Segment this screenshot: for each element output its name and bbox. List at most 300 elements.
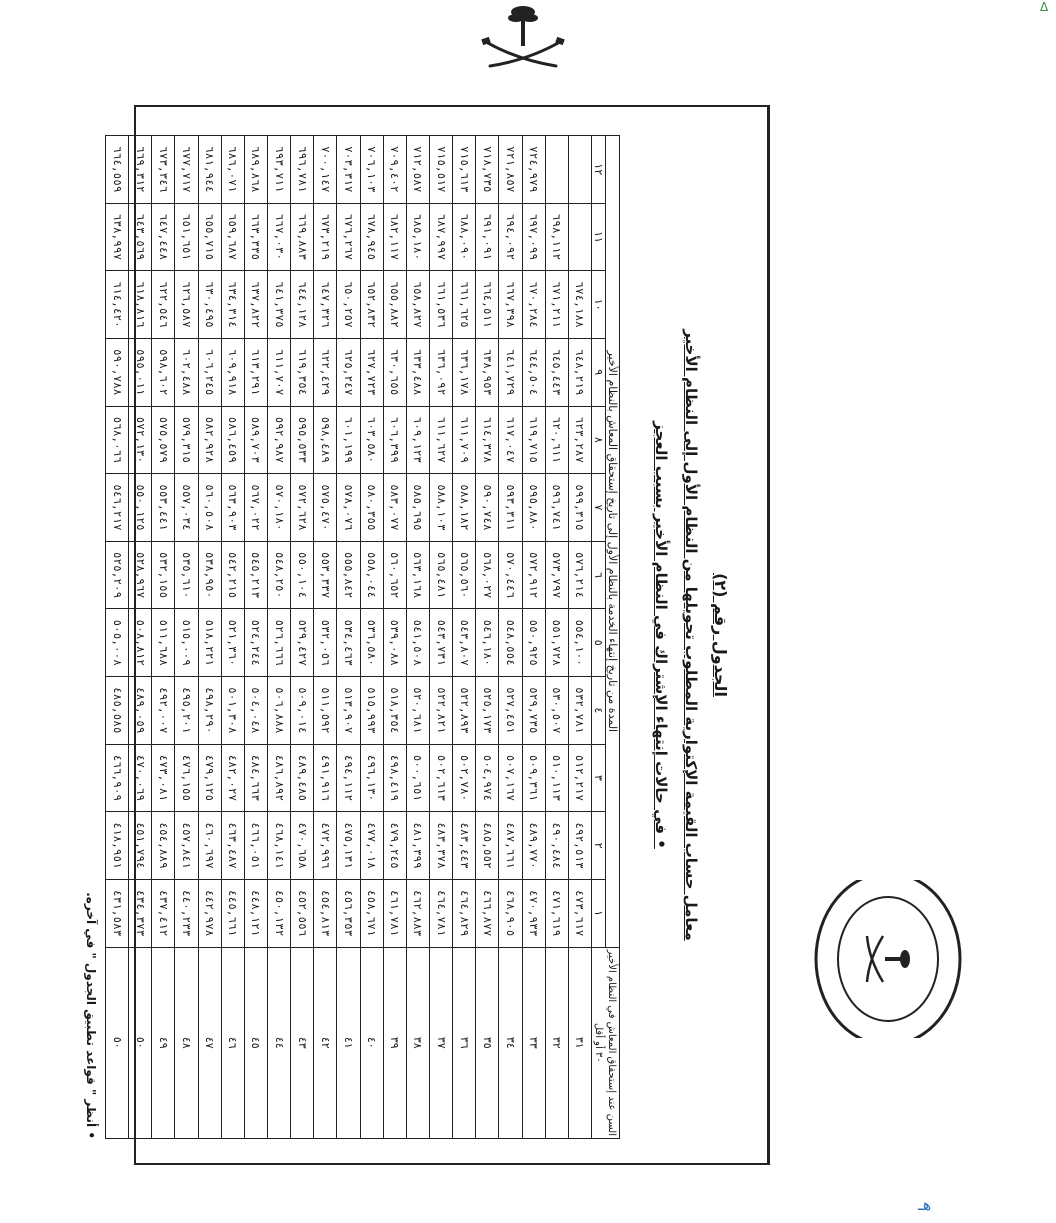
council-seal-stamp — [793, 880, 983, 1038]
value-cell: ٦٠٩,١٢٣ — [406, 406, 429, 474]
period-header: المدة من تاريخ إنتهاء الخدمة بالنظام الأول إلى تاريخ إستحقاق المعاش بالنظام الأخير — [606, 136, 620, 948]
value-cell: ٤٩٦,١٣٠ — [360, 744, 383, 812]
value-cell: ٥٤٢,٢١٥ — [221, 541, 244, 609]
value-cell: ٥٣٢,٧٨١ — [568, 677, 591, 745]
value-cell: ٦٩٤,٠٩٢ — [499, 203, 522, 271]
value-cell: ٥٥٣,٣٣٧ — [314, 541, 337, 609]
value-cell: ٤٥٠,١٣٢ — [268, 879, 291, 947]
value-cell: ٥٨٣,٠٧٧ — [383, 474, 406, 542]
value-cell: ٧١٨,٧٣٥ — [476, 136, 499, 204]
value-cell: ٤٨٢,٠٢٧ — [221, 744, 244, 812]
value-cell: ٥٥٣,٤٤١ — [152, 474, 175, 542]
table-row — [268, 136, 291, 1139]
value-cell: ٤١٨,٩٥١ — [106, 812, 129, 880]
value-cell: ٤٥١,٧٩٤ — [129, 812, 152, 880]
value-cell: ٥٤٦,٢١٧ — [106, 474, 129, 542]
age-cell: ٤٣ — [291, 947, 314, 1138]
value-cell: ٤٧٥,١٣١ — [337, 812, 360, 880]
value-cell: ٥١١,٥٩٢ — [314, 677, 337, 745]
corner-mark: Δ — [1040, 0, 1049, 14]
value-cell: ٥٤١,٥٠٨ — [406, 609, 429, 677]
value-cell: ٦٣٧,٨٢٢ — [244, 271, 267, 339]
age-cell: ٤٩ — [152, 947, 175, 1138]
column-number-header: ٢ — [592, 812, 606, 880]
value-cell: ٤٧٦,١٥٥ — [175, 744, 198, 812]
value-cell: ٤٣٤,٣٧٣ — [129, 879, 152, 947]
value-cell: ٦٦٧,٣٩٨ — [499, 271, 522, 339]
value-cell: ٦١٩,٣٥٤ — [291, 338, 314, 406]
value-cell: ٦٠٦,٣٩٩ — [383, 406, 406, 474]
value-cell: ٥٠٩,٠١٤ — [291, 677, 314, 745]
value-cell: ٦١٤,٣٧٨ — [476, 406, 499, 474]
table-row — [129, 136, 152, 1139]
value-cell: ٦٣٦,٠٩٢ — [430, 338, 453, 406]
value-cell: ٥٩٨,٦٠٢ — [152, 338, 175, 406]
value-cell: ٦٤٥,٤٤٣ — [545, 338, 568, 406]
value-cell: ٥٧٠,١٨٠ — [268, 474, 291, 542]
value-cell: ٦٧١,٢١١ — [545, 271, 568, 339]
value-cell: ٦٨٢,١١٧ — [383, 203, 406, 271]
value-cell: ٦٦٧,٠٣٠ — [268, 203, 291, 271]
value-cell: ٥١٢,٢١٧ — [568, 744, 591, 812]
column-number-header: ١ — [592, 879, 606, 947]
age-column-header — [592, 947, 620, 1138]
value-cell: ٤٩٢,٠٠٧ — [152, 677, 175, 745]
value-cell: ٧٠٣,٣١٧ — [337, 136, 360, 204]
value-cell: ٥٠٦,٨٨٨ — [268, 677, 291, 745]
value-cell: ٦٣٠,٦٥٥ — [383, 338, 406, 406]
column-number-header: ٥ — [592, 609, 606, 677]
age-cell: ٣٩ — [383, 947, 406, 1138]
value-cell: ٥٣٠,٥٠٧ — [545, 677, 568, 745]
value-cell: ٤٥٨,٦٧١ — [360, 879, 383, 947]
age-header-sub: ٣٠ أو أقل — [593, 1022, 605, 1063]
value-cell: ٧٠٦,١٠٣ — [360, 136, 383, 204]
value-cell: ٤٨٥,٥٨٥ — [106, 677, 129, 745]
value-cell: ٦٢٢,٥٤٦ — [152, 271, 175, 339]
column-number-header: ١٢ — [592, 136, 606, 204]
table-row — [221, 136, 244, 1139]
value-cell: ٥٢٩,٧٣٥ — [522, 677, 545, 745]
value-cell: ٤٧٧,٠١٨ — [360, 812, 383, 880]
table-row — [106, 136, 129, 1139]
value-cell: ٦١١,٦٢٧ — [430, 406, 453, 474]
value-cell: ٥٣٢,٠٥٦ — [314, 609, 337, 677]
value-cell: ٥٤٦,١٨٠ — [476, 609, 499, 677]
value-cell: ٦١١,٧٠٧ — [268, 338, 291, 406]
value-cell: ٦٢٧,٧٢٣ — [360, 338, 383, 406]
value-cell: ٥١٠,١١٣ — [545, 744, 568, 812]
value-cell: ٤٧٠,٠٦٩ — [129, 744, 152, 812]
age-cell: ٣٨ — [406, 947, 429, 1138]
value-cell: ٥٦٧,٠٢٢ — [244, 474, 267, 542]
age-cell: ٣٥ — [476, 947, 499, 1138]
value-cell: ٤٨٣,٣٧٨ — [430, 812, 453, 880]
table-row — [453, 136, 476, 1139]
value-cell: ٦٤١,٣٧٥ — [268, 271, 291, 339]
value-cell: ٦٠٢,٤٨٨ — [175, 338, 198, 406]
value-cell: ٦٨٨,٠٩٠ — [453, 203, 476, 271]
value-cell: ٤٨٥,٥٥٢ — [476, 812, 499, 880]
table-body — [106, 136, 592, 1139]
value-cell: ٤٦٣,٤٨٧ — [221, 812, 244, 880]
value-cell: ٤٦٨,٩٠٥ — [499, 879, 522, 947]
value-cell: ٥٩٥,٨٨٠ — [522, 474, 545, 542]
value-cell: ٦٢٣,٢٨٧ — [568, 406, 591, 474]
value-cell: ٥٩٢,٩٨٧ — [268, 406, 291, 474]
palm-swords-emblem — [478, 0, 568, 80]
table-title-line1: معامل حساب القيمة الإكتوارية المطلوب تحويلها من النظام الأول إلى النظام الأخير — [682, 329, 700, 941]
value-cell: ٥٢٩,٤٢٧ — [291, 609, 314, 677]
value-cell: ٥٦٥,٥٦٠ — [453, 541, 476, 609]
value-cell: ٤٧٩,١٢٥ — [198, 744, 221, 812]
column-number-header: ٨ — [592, 406, 606, 474]
value-cell: ٥٨٨,١٠٣ — [430, 474, 453, 542]
age-cell: ٣٣ — [522, 947, 545, 1138]
age-cell: ٤٨ — [175, 947, 198, 1138]
table-row — [314, 136, 337, 1139]
value-cell: ٦٨٥,١٨٠ — [406, 203, 429, 271]
value-cell: ٦٨٩,٨٦٨ — [244, 136, 267, 204]
age-cell: ٣٦ — [453, 947, 476, 1138]
value-cell: ٦٥٢,٨٣٢ — [360, 271, 383, 339]
value-cell: ٤٥٦,٣٥٣ — [337, 879, 360, 947]
value-cell: ٤٨٩,٤٨٥ — [291, 744, 314, 812]
value-cell: ٥٣٨,٩٥٠ — [198, 541, 221, 609]
value-cell: ٦٦١,٦٢٥ — [453, 271, 476, 339]
value-cell: ٦٢٦,٥٨٧ — [175, 271, 198, 339]
column-number-header: ٣ — [592, 744, 606, 812]
value-cell: ٥٧٢,٩١٢ — [522, 541, 545, 609]
coefficients-table — [105, 135, 620, 1139]
value-cell: ٦٧٤,١٨٨ — [568, 271, 591, 339]
value-cell: ٤٨١,٣٩٩ — [406, 812, 429, 880]
age-cell: ٥٠ — [106, 947, 129, 1138]
value-cell: ٤٥٢,٥٥٦ — [291, 879, 314, 947]
value-cell: ٦٧٦,٢٦٧ — [337, 203, 360, 271]
age-cell: ٣١ — [568, 947, 591, 1138]
value-cell: ٤٧٢,٩٩٦ — [314, 812, 337, 880]
value-cell: ٤٦١,٧٨١ — [383, 879, 406, 947]
table-number-heading: الجدول رقم (٢) — [711, 573, 730, 697]
value-cell: ٥٧٨,٠٧٦ — [337, 474, 360, 542]
table-row — [522, 136, 545, 1139]
age-cell: ٤٠ — [360, 947, 383, 1138]
table-title-line2: في حالات إنتهاء الإشتراك في النظام الأخير بسبب العجز • — [652, 421, 670, 849]
value-cell: ٥٩٥,٥٣٣ — [291, 406, 314, 474]
value-cell: ٤٥٤,٨٨٩ — [152, 812, 175, 880]
value-cell: ٦٣٨,٩٥٣ — [476, 338, 499, 406]
value-cell: ٦٧٧,٧١٧ — [175, 136, 198, 204]
value-cell — [545, 136, 568, 204]
value-cell: ٤٧٣,٠٨١ — [152, 744, 175, 812]
value-cell: ٥٧٣,٧٩٧ — [545, 541, 568, 609]
value-cell — [568, 136, 591, 204]
value-cell: ٥٥٠,١٢٥ — [129, 474, 152, 542]
value-cell: ٥٧٢,٦٢٨ — [291, 474, 314, 542]
value-cell: ٤٥٧,٨٤١ — [175, 812, 198, 880]
value-cell: ٤٩١,٩١٦ — [314, 744, 337, 812]
column-number-header: ١٠ — [592, 271, 606, 339]
table-row — [430, 136, 453, 1139]
value-cell: ٤٦٤,٨٢٩ — [453, 879, 476, 947]
column-number-header: ٩ — [592, 338, 606, 406]
page-mark: هـ — [918, 1195, 932, 1214]
value-cell: ٥٦٨,٠٦٦ — [106, 406, 129, 474]
table-row — [568, 136, 591, 1139]
value-cell: ٥٢٥,١٧٣ — [476, 677, 499, 745]
value-cell: ٦٥٥,٧١٥ — [198, 203, 221, 271]
table-row — [175, 136, 198, 1139]
value-cell: ٥٩٣,٣١١ — [499, 474, 522, 542]
value-cell: ٦١١,٧٠٩ — [453, 406, 476, 474]
table-row — [383, 136, 406, 1139]
table-row — [337, 136, 360, 1139]
age-cell: ٤٧ — [198, 947, 221, 1138]
column-number-header: ٧ — [592, 474, 606, 542]
value-cell: ٥١٥,٩٩٣ — [360, 677, 383, 745]
footnote: • أنظر " قواعد تطبيق الجدول " في آخره. — [84, 892, 98, 1139]
value-cell: ٦٤٧,٤٤٨ — [152, 203, 175, 271]
value-cell: ٦١٨,٨١٦ — [129, 271, 152, 339]
value-cell: ٥٢٢,٨٩٣ — [453, 677, 476, 745]
value-cell: ٦٣٦,١٧٨ — [453, 338, 476, 406]
value-cell: ٥٣٥,٦١٠ — [175, 541, 198, 609]
age-cell: ٤٢ — [314, 947, 337, 1138]
value-cell: ٦٥٩,٦٨٧ — [221, 203, 244, 271]
value-cell: ٥٦٥,٤٨١ — [430, 541, 453, 609]
value-cell: ٥٢٤,٢٤٤ — [244, 609, 267, 677]
value-cell: ٥٩٠,٧٤٨ — [476, 474, 499, 542]
value-cell: ٥٢٦,٦٦٦ — [268, 609, 291, 677]
value-cell: ٥٠٥,٠٠٨ — [106, 609, 129, 677]
value-cell: ٥٨٩,٧٠٣ — [244, 406, 267, 474]
value-cell: ٥٠١,٣٠٨ — [221, 677, 244, 745]
value-cell: ٤٨٦,٨٩٢ — [268, 744, 291, 812]
value-cell: ٥٤٣,٨٠٧ — [453, 609, 476, 677]
value-cell: ٥١٨,٣٥٤ — [383, 677, 406, 745]
table-row — [152, 136, 175, 1139]
value-cell: ٦٩٧,٠٩٩ — [522, 203, 545, 271]
value-cell — [568, 203, 591, 271]
value-cell: ٦٣٤,٣١٤ — [221, 271, 244, 339]
value-cell: ٥٨٠,٣٥٥ — [360, 474, 383, 542]
value-cell: ٥٥٨,٠٤٤ — [360, 541, 383, 609]
value-cell: ٥٠٧,١٦٧ — [499, 744, 522, 812]
value-cell: ٦٦٩,٨٨٣ — [291, 203, 314, 271]
value-cell: ٤٦٠,٦٩٧ — [198, 812, 221, 880]
value-cell: ٥٥٤,١٠٠ — [568, 609, 591, 677]
value-cell: ٤٥٤,٨١٣ — [314, 879, 337, 947]
value-cell: ٦٥٥,٨٨٢ — [383, 271, 406, 339]
value-cell: ٥١١,٦٨٨ — [152, 609, 175, 677]
value-cell: ٤٣١,٥٨٣ — [106, 879, 129, 947]
value-cell: ٥٥٥,٨٤٢ — [337, 541, 360, 609]
value-cell: ٦٨٧,٩٩٧ — [430, 203, 453, 271]
value-cell: ٦٢٠,٦١١ — [545, 406, 568, 474]
value-cell: ٦٣٠,٤٩٥ — [198, 271, 221, 339]
table-row — [476, 136, 499, 1139]
value-cell: ٤٨٧,٦٦١ — [499, 812, 522, 880]
value-cell: ٥٧٢,١٣٠ — [129, 406, 152, 474]
value-cell: ٦٢٥,٢٤٧ — [337, 338, 360, 406]
value-cell: ٦٤٤,٥٠٤ — [522, 338, 545, 406]
value-cell: ٦١٧,٠٤٧ — [499, 406, 522, 474]
value-cell: ٦٤٨,٢١٩ — [568, 338, 591, 406]
value-cell: ٥٧٥,٤٧٠ — [314, 474, 337, 542]
value-cell: ٦٥٨,٨٢٧ — [406, 271, 429, 339]
value-cell: ٥٥٠,٩٢٥ — [522, 609, 545, 677]
value-cell: ٦٤٤,١٢٨ — [291, 271, 314, 339]
value-cell: ٥٨٥,٦٩٥ — [406, 474, 429, 542]
value-cell: ٥٣٩,٠٨٨ — [383, 609, 406, 677]
value-cell: ٥٢٧,٤٥١ — [499, 677, 522, 745]
table-row — [198, 136, 221, 1139]
value-cell: ٥٩٠,٧٨٨ — [106, 338, 129, 406]
value-cell: ٥٢٢,٨٢١ — [430, 677, 453, 745]
value-cell: ٦٦١,٥٣٦ — [430, 271, 453, 339]
age-cell: ٣٢ — [545, 947, 568, 1138]
value-cell: ٧٢١,٨٥٧ — [499, 136, 522, 204]
value-cell: ٧١٥,٦١٣ — [453, 136, 476, 204]
value-cell: ٦٠٩,٩١٨ — [221, 338, 244, 406]
table-row — [244, 136, 267, 1139]
column-number-header: ١١ — [592, 203, 606, 271]
value-cell: ٥٦٣,١٦٨ — [406, 541, 429, 609]
value-cell: ٤٦٢,٨٨٣ — [406, 879, 429, 947]
value-cell: ٥٧٥,٥٧٩ — [152, 406, 175, 474]
table-row — [360, 136, 383, 1139]
value-cell: ٦٥٠,٢٥٧ — [337, 271, 360, 339]
value-cell: ٥١٣,٩٠٧ — [337, 677, 360, 745]
value-cell: ٥٣٤,٤٦٣ — [337, 609, 360, 677]
value-cell: ٤٩٢,٥١٣ — [568, 812, 591, 880]
value-cell: ٤٤٠,٢٣٣ — [175, 879, 198, 947]
table-row — [499, 136, 522, 1139]
value-cell: ٥٥٠,١٠٤ — [291, 541, 314, 609]
value-cell: ٤٣٧,٤١٢ — [152, 879, 175, 947]
value-cell: ٤٨٣,٤٤٣ — [453, 812, 476, 880]
value-cell: ٤٧٠,٦٥٨ — [291, 812, 314, 880]
value-cell: ٥٥٧,٠٣٤ — [175, 474, 198, 542]
value-cell: ٥٠٤,٩٧٤ — [476, 744, 499, 812]
value-cell: ٦٥١,٦٥١ — [175, 203, 198, 271]
value-cell: ٦٣٨,٩٩٧ — [106, 203, 129, 271]
value-cell: ٤٧٣,٦١٧ — [568, 879, 591, 947]
value-cell: ٤٩٨,٤١٩ — [383, 744, 406, 812]
value-cell: ٥٨٦,٤٥٩ — [221, 406, 244, 474]
value-cell: ٥٤٣,٧٣١ — [430, 609, 453, 677]
value-cell: ٥٢٠,٦٨١ — [406, 677, 429, 745]
rotated-document — [76, 105, 770, 1165]
table-row — [545, 136, 568, 1139]
value-cell: ٤٨٩,٧٧٠ — [522, 812, 545, 880]
value-cell: ٤٦٦,٨٧٧ — [476, 879, 499, 947]
column-number-header: ٦ — [592, 541, 606, 609]
value-cell: ٥٢٨,٩٦٧ — [129, 541, 152, 609]
value-cell: ٥٧٦,٢١٤ — [568, 541, 591, 609]
value-cell: ٦٦٩,٣١٢ — [129, 136, 152, 204]
value-cell: ٧١٥,٥١٧ — [430, 136, 453, 204]
value-cell: ٤٦٦,٩٠٩ — [106, 744, 129, 812]
value-cell: ٦١٤,٤٢٠ — [106, 271, 129, 339]
value-cell: ٦٩١,٠٩١ — [476, 203, 499, 271]
age-cell: ٤١ — [337, 947, 360, 1138]
table-row — [291, 136, 314, 1139]
value-cell: ٤٦٤,٧٨١ — [430, 879, 453, 947]
value-cell: ٥٣٢,١٥٥ — [152, 541, 175, 609]
value-cell: ٤٩٠,٤٨٤ — [545, 812, 568, 880]
value-cell: ٧٠٩,٤٠٢ — [383, 136, 406, 204]
value-cell: ٤٧١,٦١٩ — [545, 879, 568, 947]
value-cell: ٤٧٠,٩٣٣ — [522, 879, 545, 947]
value-cell: ٦٣٣,٤٨٨ — [406, 338, 429, 406]
value-cell: ٤٨٩,٠٥٩ — [129, 677, 152, 745]
value-cell: ٥٨٢,٩٢٨ — [198, 406, 221, 474]
value-cell: ٤٨٤,٦٦٣ — [244, 744, 267, 812]
value-cell: ٥١٨,٢٢١ — [198, 609, 221, 677]
value-cell: ٦٧٠,٢٨٤ — [522, 271, 545, 339]
value-cell: ٥٠٤,٠٤٨ — [244, 677, 267, 745]
value-cell: ٥٠٩,٣٦١ — [522, 744, 545, 812]
value-cell: ٦١٩,٧١٥ — [522, 406, 545, 474]
value-cell: ٦٢٢,٤٢٩ — [314, 338, 337, 406]
value-cell: ٦٠٣,٥٨٠ — [360, 406, 383, 474]
value-cell: ٥٦٨,٠٢٧ — [476, 541, 499, 609]
value-cell: ٥٦٣,٩٠٣ — [221, 474, 244, 542]
value-cell: ٦٠١,١٩٩ — [337, 406, 360, 474]
value-cell: ٦٤٣,٥٦٩ — [129, 203, 152, 271]
value-cell: ٦٤٧,٣٢٦ — [314, 271, 337, 339]
value-cell: ٤٧٩,٢٤٥ — [383, 812, 406, 880]
value-cell: ٥٦٠,٥٠٨ — [198, 474, 221, 542]
title-block — [640, 105, 770, 1165]
value-cell: ٦٨١,٩٤٤ — [198, 136, 221, 204]
value-cell: ٥٧٠,٤٤٦ — [499, 541, 522, 609]
value-cell: ٥١٥,٠٠٩ — [175, 609, 198, 677]
value-cell: ٤٦٦,٠٥١ — [244, 812, 267, 880]
value-cell: ٥٦٠,٦٥٢ — [383, 541, 406, 609]
value-cell: ٦٦٤,٥١١ — [476, 271, 499, 339]
age-cell: ٤٦ — [221, 947, 244, 1138]
value-cell: ٥٤٨,٢٥٠ — [268, 541, 291, 609]
value-cell: ٤٩٤,١١٢ — [337, 744, 360, 812]
age-cell: ٤٥ — [244, 947, 267, 1138]
value-cell: ٦٩٣,٧١١ — [268, 136, 291, 204]
value-cell: ٦٧٨,٩٤٥ — [360, 203, 383, 271]
value-cell: ٥٤٥,٢١٣ — [244, 541, 267, 609]
value-cell: ٦٩٦,٧٨١ — [291, 136, 314, 204]
value-cell: ٦٠٦,٢٤٥ — [198, 338, 221, 406]
value-cell: ٥٩٦,٧٤١ — [545, 474, 568, 542]
age-cell: ٤٤ — [268, 947, 291, 1138]
value-cell: ٥٠٨,٨١٢ — [129, 609, 152, 677]
value-cell: ٤٦٨,١٤١ — [268, 812, 291, 880]
value-cell: ٧٠٠,١٤٧ — [314, 136, 337, 204]
value-cell: ٦٤١,٧٢٩ — [499, 338, 522, 406]
age-cell: ٥٠ — [129, 947, 152, 1138]
value-cell: ٥٠٢,٦١٣ — [430, 744, 453, 812]
value-cell: ٦٧٣,٢١٩ — [314, 203, 337, 271]
value-cell: ٥٩٨,٤٨٩ — [314, 406, 337, 474]
age-cell: ٣٧ — [430, 947, 453, 1138]
column-number-header: ٤ — [592, 677, 606, 745]
value-cell: ٤٤٥,٦٦١ — [221, 879, 244, 947]
value-cell: ٥٧٩,٣١٥ — [175, 406, 198, 474]
value-cell: ٦١٣,٢٩١ — [244, 338, 267, 406]
value-cell: ٥٩٥,٠١١ — [129, 338, 152, 406]
value-cell: ٥٤٨,٥٥٤ — [499, 609, 522, 677]
